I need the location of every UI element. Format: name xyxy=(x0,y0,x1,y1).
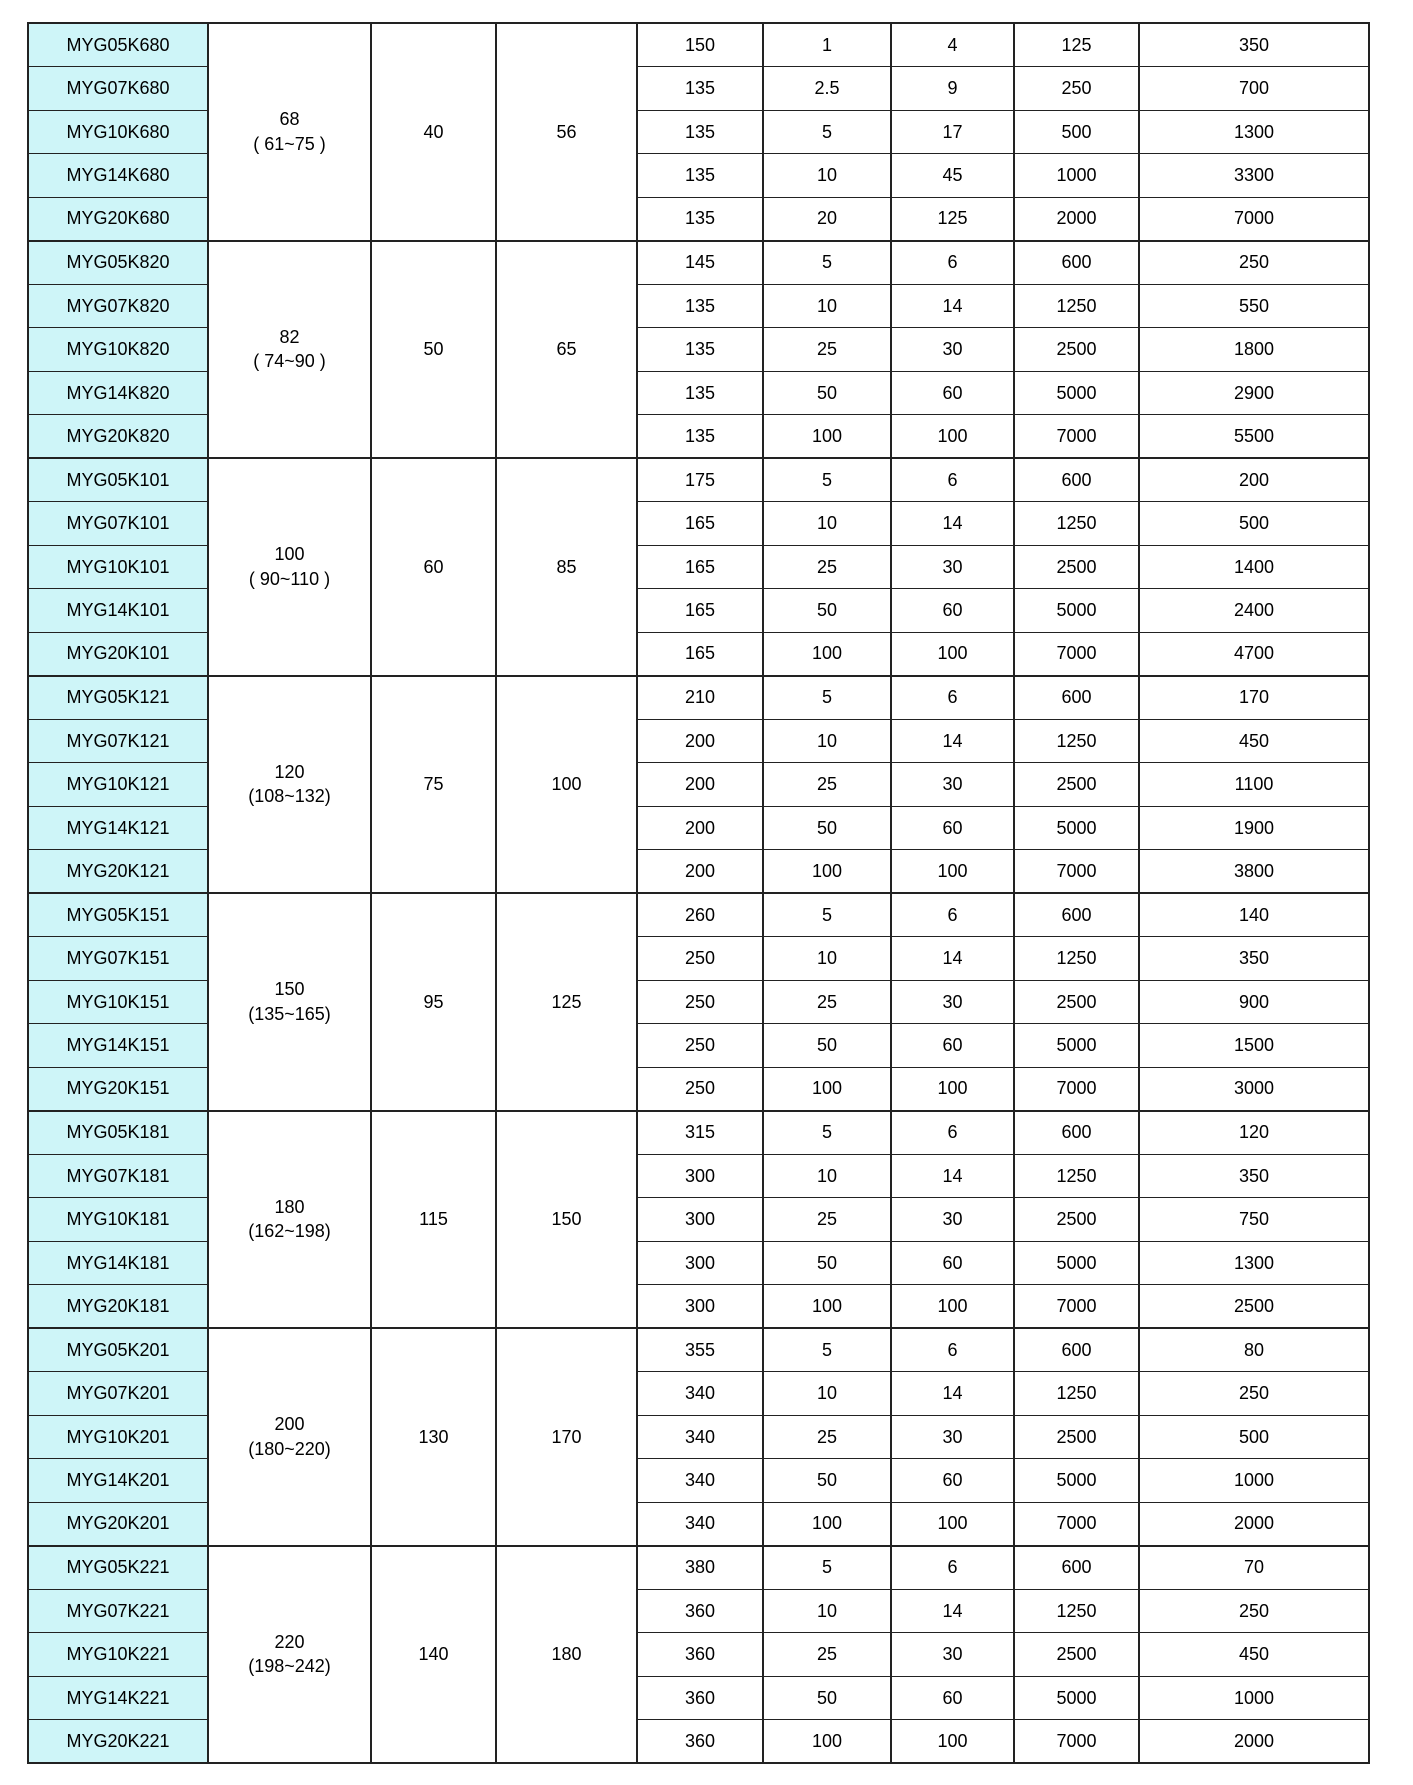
value-cell: 14 xyxy=(891,1154,1014,1198)
value-cell: 340 xyxy=(637,1415,763,1459)
range-nominal: 150 xyxy=(274,979,305,1000)
value-cell: 145 xyxy=(637,241,763,285)
value-cell: 1000 xyxy=(1014,154,1139,198)
model-cell: MYG07K121 xyxy=(28,719,208,763)
value-cell: 6 xyxy=(891,458,1014,502)
value-cell: 135 xyxy=(637,154,763,198)
model-cell: MYG10K221 xyxy=(28,1633,208,1677)
value-cell: 165 xyxy=(637,545,763,589)
value-cell: 3300 xyxy=(1139,154,1369,198)
value-cell: 300 xyxy=(637,1285,763,1329)
range-cell xyxy=(208,241,371,459)
value-cell: 135 xyxy=(637,284,763,328)
range-cell xyxy=(208,1328,371,1546)
dim-b-cell: 180 xyxy=(496,1546,637,1764)
value-cell: 170 xyxy=(1139,676,1369,720)
value-cell: 7000 xyxy=(1014,850,1139,894)
model-cell: MYG20K151 xyxy=(28,1067,208,1111)
range-cell xyxy=(208,893,371,1111)
value-cell: 5500 xyxy=(1139,415,1369,459)
value-cell: 165 xyxy=(637,632,763,676)
range-tolerance: (180~220) xyxy=(248,1438,331,1459)
value-cell: 100 xyxy=(763,1285,891,1329)
dim-b-cell: 85 xyxy=(496,458,637,676)
value-cell: 700 xyxy=(1139,67,1369,111)
value-cell: 7000 xyxy=(1139,197,1369,241)
value-cell: 200 xyxy=(637,806,763,850)
model-cell: MYG07K201 xyxy=(28,1372,208,1416)
value-cell: 600 xyxy=(1014,241,1139,285)
model-cell: MYG10K181 xyxy=(28,1198,208,1242)
value-cell: 340 xyxy=(637,1372,763,1416)
range-cell xyxy=(208,1111,371,1329)
dim-b-cell: 170 xyxy=(496,1328,637,1546)
range-cell xyxy=(208,676,371,894)
value-cell: 3000 xyxy=(1139,1067,1369,1111)
value-cell: 600 xyxy=(1014,893,1139,937)
value-cell: 380 xyxy=(637,1546,763,1590)
value-cell: 30 xyxy=(891,763,1014,807)
value-cell: 7000 xyxy=(1014,1720,1139,1764)
value-cell: 5000 xyxy=(1014,806,1139,850)
value-cell: 150 xyxy=(637,23,763,67)
value-cell: 360 xyxy=(637,1633,763,1677)
dim-b-cell: 56 xyxy=(496,23,637,241)
value-cell: 100 xyxy=(891,1285,1014,1329)
model-cell: MYG07K151 xyxy=(28,937,208,981)
value-cell: 60 xyxy=(891,1676,1014,1720)
value-cell: 250 xyxy=(637,937,763,981)
value-cell: 1900 xyxy=(1139,806,1369,850)
value-cell: 5 xyxy=(763,1546,891,1590)
model-cell: MYG07K101 xyxy=(28,502,208,546)
value-cell: 6 xyxy=(891,1546,1014,1590)
value-cell: 210 xyxy=(637,676,763,720)
model-cell: MYG20K101 xyxy=(28,632,208,676)
value-cell: 600 xyxy=(1014,1328,1139,1372)
value-cell: 60 xyxy=(891,589,1014,633)
value-cell: 25 xyxy=(763,1198,891,1242)
model-cell: MYG05K820 xyxy=(28,241,208,285)
value-cell: 100 xyxy=(891,1720,1014,1764)
dim-a-cell: 60 xyxy=(371,458,496,676)
value-cell: 10 xyxy=(763,502,891,546)
value-cell: 175 xyxy=(637,458,763,502)
value-cell: 500 xyxy=(1139,1415,1369,1459)
value-cell: 2500 xyxy=(1014,1198,1139,1242)
value-cell: 100 xyxy=(891,632,1014,676)
model-cell: MYG07K221 xyxy=(28,1589,208,1633)
value-cell: 2500 xyxy=(1014,328,1139,372)
value-cell: 10 xyxy=(763,719,891,763)
model-cell: MYG10K201 xyxy=(28,1415,208,1459)
value-cell: 100 xyxy=(763,632,891,676)
value-cell: 30 xyxy=(891,545,1014,589)
value-cell: 500 xyxy=(1014,110,1139,154)
value-cell: 100 xyxy=(891,850,1014,894)
value-cell: 250 xyxy=(637,980,763,1024)
value-cell: 165 xyxy=(637,589,763,633)
value-cell: 360 xyxy=(637,1589,763,1633)
value-cell: 1250 xyxy=(1014,1589,1139,1633)
value-cell: 3800 xyxy=(1139,850,1369,894)
value-cell: 14 xyxy=(891,719,1014,763)
value-cell: 135 xyxy=(637,67,763,111)
range-nominal: 82 xyxy=(279,326,300,347)
value-cell: 360 xyxy=(637,1720,763,1764)
value-cell: 200 xyxy=(1139,458,1369,502)
value-cell: 200 xyxy=(637,719,763,763)
value-cell: 1250 xyxy=(1014,719,1139,763)
value-cell: 125 xyxy=(1014,23,1139,67)
model-cell: MYG10K151 xyxy=(28,980,208,1024)
value-cell: 450 xyxy=(1139,719,1369,763)
value-cell: 1500 xyxy=(1139,1024,1369,1068)
value-cell: 140 xyxy=(1139,893,1369,937)
value-cell: 2500 xyxy=(1014,1633,1139,1677)
value-cell: 25 xyxy=(763,980,891,1024)
value-cell: 315 xyxy=(637,1111,763,1155)
value-cell: 600 xyxy=(1014,458,1139,502)
model-cell: MYG20K680 xyxy=(28,197,208,241)
dim-b-cell: 125 xyxy=(496,893,637,1111)
model-cell: MYG10K680 xyxy=(28,110,208,154)
value-cell: 1 xyxy=(763,23,891,67)
value-cell: 30 xyxy=(891,328,1014,372)
dim-a-cell: 40 xyxy=(371,23,496,241)
range-cell xyxy=(208,23,371,241)
value-cell: 5000 xyxy=(1014,589,1139,633)
value-cell: 10 xyxy=(763,1589,891,1633)
value-cell: 300 xyxy=(637,1198,763,1242)
model-cell: MYG10K121 xyxy=(28,763,208,807)
value-cell: 14 xyxy=(891,1589,1014,1633)
model-cell: MYG10K101 xyxy=(28,545,208,589)
value-cell: 900 xyxy=(1139,980,1369,1024)
value-cell: 340 xyxy=(637,1459,763,1503)
value-cell: 500 xyxy=(1139,502,1369,546)
value-cell: 5 xyxy=(763,676,891,720)
model-cell: MYG05K181 xyxy=(28,1111,208,1155)
value-cell: 1800 xyxy=(1139,328,1369,372)
model-cell: MYG07K181 xyxy=(28,1154,208,1198)
spec-table xyxy=(27,22,1370,1764)
value-cell: 10 xyxy=(763,1154,891,1198)
value-cell: 260 xyxy=(637,893,763,937)
model-cell: MYG14K820 xyxy=(28,371,208,415)
value-cell: 300 xyxy=(637,1241,763,1285)
value-cell: 1250 xyxy=(1014,284,1139,328)
value-cell: 600 xyxy=(1014,676,1139,720)
range-tolerance: ( 61~75 ) xyxy=(253,133,326,154)
value-cell: 25 xyxy=(763,1633,891,1677)
value-cell: 1300 xyxy=(1139,1241,1369,1285)
value-cell: 6 xyxy=(891,241,1014,285)
value-cell: 7000 xyxy=(1014,632,1139,676)
value-cell: 30 xyxy=(891,1633,1014,1677)
range-cell xyxy=(208,1546,371,1764)
value-cell: 50 xyxy=(763,371,891,415)
value-cell: 60 xyxy=(891,806,1014,850)
value-cell: 1250 xyxy=(1014,1154,1139,1198)
model-cell: MYG05K201 xyxy=(28,1328,208,1372)
value-cell: 2000 xyxy=(1014,197,1139,241)
range-tolerance: (135~165) xyxy=(248,1003,331,1024)
value-cell: 50 xyxy=(763,1676,891,1720)
value-cell: 50 xyxy=(763,806,891,850)
value-cell: 2500 xyxy=(1014,1415,1139,1459)
model-cell: MYG07K820 xyxy=(28,284,208,328)
value-cell: 2000 xyxy=(1139,1502,1369,1546)
value-cell: 30 xyxy=(891,1415,1014,1459)
range-nominal: 200 xyxy=(274,1414,305,1435)
value-cell: 1400 xyxy=(1139,545,1369,589)
value-cell: 70 xyxy=(1139,1546,1369,1590)
value-cell: 135 xyxy=(637,415,763,459)
model-cell: MYG14K121 xyxy=(28,806,208,850)
value-cell: 50 xyxy=(763,1459,891,1503)
value-cell: 25 xyxy=(763,328,891,372)
table-row xyxy=(28,1546,1369,1590)
table-row xyxy=(28,1328,1369,1372)
value-cell: 250 xyxy=(1014,67,1139,111)
value-cell: 5000 xyxy=(1014,1241,1139,1285)
model-cell: MYG05K680 xyxy=(28,23,208,67)
model-cell: MYG05K121 xyxy=(28,676,208,720)
value-cell: 100 xyxy=(891,1502,1014,1546)
range-cell xyxy=(208,458,371,676)
value-cell: 60 xyxy=(891,1459,1014,1503)
value-cell: 10 xyxy=(763,1372,891,1416)
value-cell: 80 xyxy=(1139,1328,1369,1372)
value-cell: 1000 xyxy=(1139,1459,1369,1503)
value-cell: 14 xyxy=(891,284,1014,328)
model-cell: MYG10K820 xyxy=(28,328,208,372)
value-cell: 7000 xyxy=(1014,1502,1139,1546)
value-cell: 7000 xyxy=(1014,1067,1139,1111)
value-cell: 2500 xyxy=(1014,545,1139,589)
dim-b-cell: 150 xyxy=(496,1111,637,1329)
dim-a-cell: 130 xyxy=(371,1328,496,1546)
value-cell: 550 xyxy=(1139,284,1369,328)
dim-a-cell: 95 xyxy=(371,893,496,1111)
range-nominal: 68 xyxy=(279,109,300,130)
value-cell: 355 xyxy=(637,1328,763,1372)
model-cell: MYG20K221 xyxy=(28,1720,208,1764)
value-cell: 250 xyxy=(637,1024,763,1068)
value-cell: 250 xyxy=(1139,241,1369,285)
value-cell: 25 xyxy=(763,1415,891,1459)
value-cell: 7000 xyxy=(1014,415,1139,459)
value-cell: 340 xyxy=(637,1502,763,1546)
value-cell: 100 xyxy=(763,415,891,459)
model-cell: MYG14K101 xyxy=(28,589,208,633)
value-cell: 2.5 xyxy=(763,67,891,111)
table-row xyxy=(28,241,1369,285)
dim-a-cell: 140 xyxy=(371,1546,496,1764)
value-cell: 100 xyxy=(763,1502,891,1546)
value-cell: 5 xyxy=(763,458,891,502)
model-cell: MYG20K201 xyxy=(28,1502,208,1546)
model-cell: MYG14K680 xyxy=(28,154,208,198)
value-cell: 60 xyxy=(891,1024,1014,1068)
model-cell: MYG20K820 xyxy=(28,415,208,459)
range-nominal: 220 xyxy=(274,1631,305,1652)
model-cell: MYG07K680 xyxy=(28,67,208,111)
model-cell: MYG14K221 xyxy=(28,1676,208,1720)
value-cell: 14 xyxy=(891,937,1014,981)
value-cell: 6 xyxy=(891,676,1014,720)
value-cell: 1100 xyxy=(1139,763,1369,807)
value-cell: 5000 xyxy=(1014,1024,1139,1068)
model-cell: MYG14K181 xyxy=(28,1241,208,1285)
value-cell: 135 xyxy=(637,328,763,372)
value-cell: 200 xyxy=(637,850,763,894)
value-cell: 25 xyxy=(763,763,891,807)
model-cell: MYG20K181 xyxy=(28,1285,208,1329)
range-nominal: 100 xyxy=(274,544,305,565)
range-nominal: 180 xyxy=(274,1196,305,1217)
model-cell: MYG05K101 xyxy=(28,458,208,502)
value-cell: 10 xyxy=(763,284,891,328)
value-cell: 6 xyxy=(891,893,1014,937)
value-cell: 5 xyxy=(763,110,891,154)
table-row xyxy=(28,676,1369,720)
value-cell: 7000 xyxy=(1014,1285,1139,1329)
value-cell: 250 xyxy=(1139,1589,1369,1633)
value-cell: 5000 xyxy=(1014,1676,1139,1720)
value-cell: 5000 xyxy=(1014,1459,1139,1503)
spec-table-body xyxy=(28,23,1369,1763)
value-cell: 5000 xyxy=(1014,371,1139,415)
value-cell: 2500 xyxy=(1014,763,1139,807)
model-cell: MYG05K221 xyxy=(28,1546,208,1590)
value-cell: 60 xyxy=(891,1241,1014,1285)
value-cell: 25 xyxy=(763,545,891,589)
value-cell: 350 xyxy=(1139,23,1369,67)
value-cell: 1250 xyxy=(1014,502,1139,546)
value-cell: 100 xyxy=(891,1067,1014,1111)
dim-a-cell: 75 xyxy=(371,676,496,894)
value-cell: 50 xyxy=(763,589,891,633)
value-cell: 50 xyxy=(763,1241,891,1285)
value-cell: 5 xyxy=(763,241,891,285)
value-cell: 5 xyxy=(763,1328,891,1372)
value-cell: 9 xyxy=(891,67,1014,111)
value-cell: 100 xyxy=(891,415,1014,459)
value-cell: 14 xyxy=(891,1372,1014,1416)
value-cell: 750 xyxy=(1139,1198,1369,1242)
value-cell: 1250 xyxy=(1014,1372,1139,1416)
value-cell: 30 xyxy=(891,980,1014,1024)
table-row xyxy=(28,1111,1369,1155)
value-cell: 135 xyxy=(637,371,763,415)
value-cell: 350 xyxy=(1139,937,1369,981)
value-cell: 4 xyxy=(891,23,1014,67)
table-row xyxy=(28,23,1369,67)
value-cell: 200 xyxy=(637,763,763,807)
value-cell: 60 xyxy=(891,371,1014,415)
value-cell: 2000 xyxy=(1139,1720,1369,1764)
value-cell: 2400 xyxy=(1139,589,1369,633)
value-cell: 1000 xyxy=(1139,1676,1369,1720)
value-cell: 350 xyxy=(1139,1154,1369,1198)
value-cell: 4700 xyxy=(1139,632,1369,676)
value-cell: 10 xyxy=(763,937,891,981)
value-cell: 100 xyxy=(763,1720,891,1764)
value-cell: 100 xyxy=(763,850,891,894)
table-row xyxy=(28,893,1369,937)
value-cell: 250 xyxy=(637,1067,763,1111)
range-tolerance: (162~198) xyxy=(248,1221,331,1242)
model-cell: MYG14K151 xyxy=(28,1024,208,1068)
value-cell: 360 xyxy=(637,1676,763,1720)
value-cell: 20 xyxy=(763,197,891,241)
range-tolerance: ( 90~110 ) xyxy=(248,568,331,589)
value-cell: 2900 xyxy=(1139,371,1369,415)
value-cell: 30 xyxy=(891,1198,1014,1242)
value-cell: 1250 xyxy=(1014,937,1139,981)
value-cell: 165 xyxy=(637,502,763,546)
value-cell: 135 xyxy=(637,197,763,241)
range-tolerance: ( 74~90 ) xyxy=(253,351,326,372)
range-tolerance: (198~242) xyxy=(248,1656,331,1677)
value-cell: 2500 xyxy=(1139,1285,1369,1329)
range-tolerance: (108~132) xyxy=(248,786,331,807)
model-cell: MYG05K151 xyxy=(28,893,208,937)
value-cell: 6 xyxy=(891,1111,1014,1155)
dim-a-cell: 50 xyxy=(371,241,496,459)
value-cell: 125 xyxy=(891,197,1014,241)
value-cell: 14 xyxy=(891,502,1014,546)
value-cell: 45 xyxy=(891,154,1014,198)
value-cell: 600 xyxy=(1014,1111,1139,1155)
model-cell: MYG20K121 xyxy=(28,850,208,894)
dim-b-cell: 100 xyxy=(496,676,637,894)
value-cell: 1300 xyxy=(1139,110,1369,154)
value-cell: 10 xyxy=(763,154,891,198)
value-cell: 100 xyxy=(763,1067,891,1111)
value-cell: 600 xyxy=(1014,1546,1139,1590)
dim-a-cell: 115 xyxy=(371,1111,496,1329)
value-cell: 50 xyxy=(763,1024,891,1068)
value-cell: 5 xyxy=(763,1111,891,1155)
table-row xyxy=(28,458,1369,502)
value-cell: 300 xyxy=(637,1154,763,1198)
value-cell: 17 xyxy=(891,110,1014,154)
value-cell: 450 xyxy=(1139,1633,1369,1677)
value-cell: 5 xyxy=(763,893,891,937)
dim-b-cell: 65 xyxy=(496,241,637,459)
value-cell: 2500 xyxy=(1014,980,1139,1024)
value-cell: 135 xyxy=(637,110,763,154)
value-cell: 6 xyxy=(891,1328,1014,1372)
value-cell: 120 xyxy=(1139,1111,1369,1155)
model-cell: MYG14K201 xyxy=(28,1459,208,1503)
value-cell: 250 xyxy=(1139,1372,1369,1416)
range-nominal: 120 xyxy=(274,761,305,782)
